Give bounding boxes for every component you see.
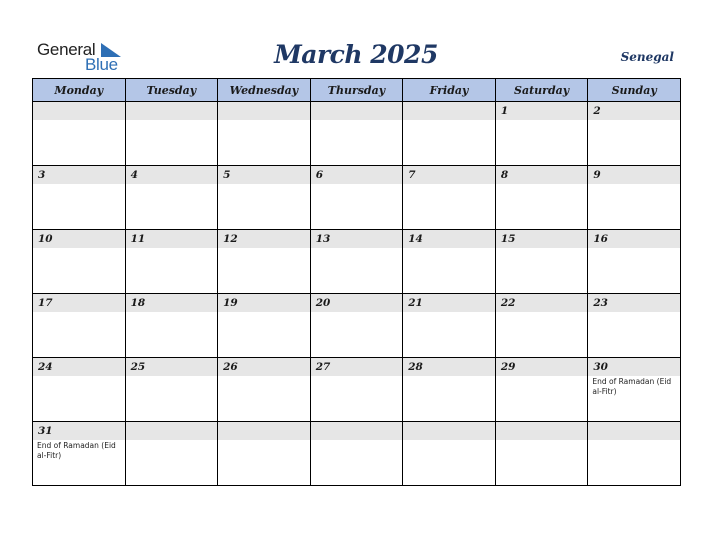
weekday-header: Thursday [310, 79, 403, 102]
day-number: 1 [496, 102, 588, 120]
day-number: 15 [496, 230, 588, 248]
day-cell [218, 422, 311, 486]
day-number [33, 102, 125, 120]
day-number: 14 [403, 230, 495, 248]
day-cell [218, 230, 311, 294]
day-cell [125, 102, 218, 166]
day-number [126, 422, 218, 440]
logo-word-blue: Blue [85, 55, 118, 74]
day-cell [403, 230, 496, 294]
day-cell [310, 230, 403, 294]
day-number: 7 [403, 166, 495, 184]
day-cell [218, 166, 311, 230]
week-row [33, 230, 681, 294]
day-number: 28 [403, 358, 495, 376]
week-row [33, 166, 681, 230]
day-number [218, 102, 310, 120]
weekday-header: Friday [403, 79, 496, 102]
day-cell [495, 422, 588, 486]
day-number: 4 [126, 166, 218, 184]
day-number [311, 102, 403, 120]
day-cell [495, 294, 588, 358]
day-cell [588, 294, 681, 358]
day-cell [310, 294, 403, 358]
day-number: 10 [33, 230, 125, 248]
weekday-header: Tuesday [125, 79, 218, 102]
logo-word-general: General [37, 40, 96, 59]
day-number: 18 [126, 294, 218, 312]
day-number: 21 [403, 294, 495, 312]
day-cell [403, 166, 496, 230]
day-cell [33, 358, 126, 422]
day-number: 11 [126, 230, 218, 248]
day-cell [33, 294, 126, 358]
week-row [33, 358, 681, 422]
day-number: 6 [311, 166, 403, 184]
day-cell [33, 102, 126, 166]
day-number: 29 [496, 358, 588, 376]
country-label: Senegal [620, 50, 674, 64]
calendar-title: March 2025 [274, 40, 438, 69]
day-number [218, 422, 310, 440]
day-number: 16 [588, 230, 680, 248]
weekday-header: Wednesday [218, 79, 311, 102]
day-number: 17 [33, 294, 125, 312]
weekday-header: Sunday [588, 79, 681, 102]
day-number: 13 [311, 230, 403, 248]
week-row [33, 294, 681, 358]
day-cell [125, 230, 218, 294]
holiday-label: End of Ramadan (Eid al-Fitr) [592, 377, 672, 396]
day-number: 9 [588, 166, 680, 184]
day-number: 20 [311, 294, 403, 312]
day-number [403, 102, 495, 120]
weekday-header: Monday [33, 79, 126, 102]
day-cell [218, 358, 311, 422]
day-number: 5 [218, 166, 310, 184]
day-cell [588, 102, 681, 166]
day-cell [125, 358, 218, 422]
day-cell [310, 358, 403, 422]
day-number: 2 [588, 102, 680, 120]
day-cell [495, 358, 588, 422]
day-cell [218, 102, 311, 166]
day-cell [125, 422, 218, 486]
day-cell [33, 166, 126, 230]
day-cell [125, 166, 218, 230]
day-number: 31 [33, 422, 125, 440]
day-number [126, 102, 218, 120]
day-cell [218, 294, 311, 358]
day-number: 8 [496, 166, 588, 184]
day-number: 23 [588, 294, 680, 312]
day-number: 26 [218, 358, 310, 376]
day-cell [588, 166, 681, 230]
day-cell [588, 230, 681, 294]
day-number: 19 [218, 294, 310, 312]
day-cell [403, 422, 496, 486]
day-cell [495, 102, 588, 166]
holiday-label: End of Ramadan (Eid al-Fitr) [37, 441, 116, 460]
day-cell [403, 294, 496, 358]
day-number: 3 [33, 166, 125, 184]
weekday-header: Saturday [495, 79, 588, 102]
day-number [311, 422, 403, 440]
day-number: 25 [126, 358, 218, 376]
day-number: 22 [496, 294, 588, 312]
day-cell [495, 230, 588, 294]
week-row [33, 102, 681, 166]
day-number: 30 [588, 358, 680, 376]
day-number: 27 [311, 358, 403, 376]
day-cell [588, 422, 681, 486]
day-cell [403, 358, 496, 422]
day-number [496, 422, 588, 440]
day-cell [310, 422, 403, 486]
day-cell [495, 166, 588, 230]
day-cell [125, 294, 218, 358]
day-number [403, 422, 495, 440]
day-cell [310, 102, 403, 166]
weekday-header-row [33, 79, 681, 102]
day-number [588, 422, 680, 440]
week-row [33, 422, 681, 486]
month-calendar [32, 78, 681, 486]
day-cell [588, 358, 681, 422]
day-cell [310, 166, 403, 230]
day-cell [33, 230, 126, 294]
day-cell [403, 102, 496, 166]
day-number: 24 [33, 358, 125, 376]
day-number: 12 [218, 230, 310, 248]
day-cell [33, 422, 126, 486]
